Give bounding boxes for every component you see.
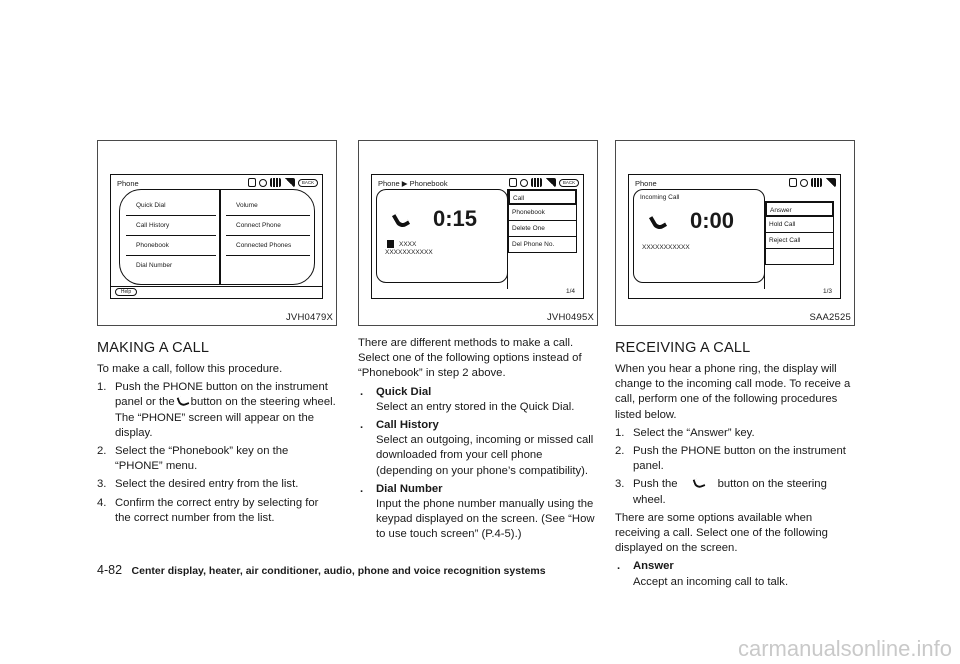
battery-icon xyxy=(811,178,822,187)
status-icons xyxy=(789,177,836,188)
intro-text: There are different methods to make a call. Select one of the following options instead of “Phonebook” in step 2 above. xyxy=(358,337,582,380)
screen-title: Phone xyxy=(117,179,139,188)
bluetooth-icon xyxy=(789,178,797,187)
step-item: 3. Push the button on the steering wheel. xyxy=(615,478,827,506)
call-status: Incoming Call xyxy=(640,194,680,201)
option-item: . Quick Dial Select an entry stored in the Quick Dial. xyxy=(360,385,575,413)
clock-icon xyxy=(259,179,267,187)
screen-title: Phone ▶ Phonebook xyxy=(378,179,448,188)
battery-icon xyxy=(270,178,281,187)
menu-item-quick-dial: Quick Dial xyxy=(126,196,216,216)
menu-item-empty xyxy=(226,256,310,276)
bottom-divider xyxy=(111,286,322,287)
clock-icon xyxy=(800,179,808,187)
section-heading: RECEIVING A CALL xyxy=(615,340,751,356)
menu-item-phonebook: Phonebook xyxy=(126,236,216,256)
outro-text: There are some options available when receiving a call. Select one of the following displayed on the screen. xyxy=(615,511,828,555)
back-button: BACK xyxy=(559,179,579,187)
menu-item-reject-call: Reject Call xyxy=(765,233,834,249)
option-item: . Dial Number Input the phone number manually using the keypad displayed on the screen. (See “How to use touch screen” (P.4-5).) xyxy=(360,482,595,541)
contact-name: XXXX xyxy=(399,241,417,248)
call-info-box xyxy=(633,189,765,283)
signal-icon xyxy=(825,178,836,187)
call-info-box xyxy=(376,189,508,283)
menu-item-answer: Answer xyxy=(765,201,834,217)
step-item: 3. Select the desired entry from the list. xyxy=(97,478,299,491)
section-body xyxy=(358,336,598,543)
screen-title: Phone xyxy=(635,179,657,188)
page-indicator: 1/4 xyxy=(565,288,575,295)
clock-icon xyxy=(520,179,528,187)
contact-number: XXXXXXXXXXX xyxy=(385,249,433,256)
column-middle xyxy=(358,140,598,546)
bluetooth-icon xyxy=(509,178,517,187)
menu-item-phonebook: Phonebook xyxy=(508,205,577,221)
status-icons xyxy=(509,177,579,188)
menu-area xyxy=(119,189,315,285)
menu-item-del-phone-no: Del Phone No. xyxy=(508,237,577,253)
left-menu xyxy=(119,189,221,285)
step-item: 2. Select the “Phonebook” key on the “PHONE” menu. xyxy=(97,445,289,473)
column-left xyxy=(97,140,337,529)
battery-icon xyxy=(531,178,542,187)
step-item: 4. Confirm the correct entry by selecting for the correct number from the list. xyxy=(97,496,319,524)
back-button: BACK xyxy=(298,179,318,187)
phone-screen xyxy=(371,174,584,299)
phone-screen xyxy=(110,174,323,299)
watermark: carmanualsonline.info xyxy=(737,636,952,661)
menu-item-call-history: Call History xyxy=(126,216,216,236)
call-menu xyxy=(764,201,834,289)
figure-incoming-call xyxy=(615,140,855,326)
page-footer xyxy=(97,563,546,577)
steering-phone-icon xyxy=(176,395,189,408)
status-icons xyxy=(248,177,318,188)
bluetooth-icon xyxy=(248,178,256,187)
column-right xyxy=(615,140,855,593)
right-menu xyxy=(219,189,315,285)
figure-code: SAA2525 xyxy=(809,312,851,323)
section-title: Center display, heater, air conditioner, audio, phone and voice recognition systems xyxy=(131,565,546,577)
menu-item-call: Call xyxy=(508,189,577,205)
intro-text: To make a call, follow this procedure. xyxy=(97,363,283,375)
menu-item-volume: Volume xyxy=(226,196,310,216)
section-body xyxy=(615,362,855,590)
call-timer: 0:15 xyxy=(433,206,478,231)
call-menu xyxy=(507,189,577,289)
intro-text: When you hear a phone ring, the display will change to the incoming call mode. To receive a call, perform one of the following procedures listed below. xyxy=(615,363,851,421)
menu-item-connect-phone: Connect Phone xyxy=(226,216,310,236)
steering-phone-icon xyxy=(692,477,705,490)
page-number: 4-82 xyxy=(97,563,123,577)
section-body xyxy=(97,362,337,526)
menu-item-empty xyxy=(765,249,834,265)
menu-item-dial-number: Dial Number xyxy=(136,262,173,269)
figure-code: JVH0495X xyxy=(546,312,594,323)
menu-item-delete-one: Delete One xyxy=(508,221,577,237)
menu-item-connected-phones: Connected Phones xyxy=(226,236,310,256)
page-indicator: 1/3 xyxy=(822,288,832,295)
contact-number: XXXXXXXXXXX xyxy=(642,244,690,251)
help-button: Help xyxy=(115,288,137,296)
option-item: . Answer Accept an incoming call to talk. xyxy=(617,560,789,588)
call-timer: 0:00 xyxy=(690,208,735,233)
step-item: 1. Select the “Answer” key. xyxy=(615,426,755,439)
signal-icon xyxy=(545,178,556,187)
signal-icon xyxy=(284,178,295,187)
menu-item-hold-call: Hold Call xyxy=(765,217,834,233)
phone-icon xyxy=(392,210,410,230)
figure-code: JVH0479X xyxy=(285,312,333,323)
step-item: 2. Push the PHONE button on the instrument panel. xyxy=(615,445,846,473)
section-heading: MAKING A CALL xyxy=(97,340,210,356)
phone-screen xyxy=(628,174,841,299)
figure-phone-menu xyxy=(97,140,337,326)
phone-icon xyxy=(649,212,667,232)
step-item: 1. Push the PHONE button on the instrument panel or the button on the steering wheel. The “PHONE” screen will appear on the display. xyxy=(97,381,336,439)
option-item: . Call History Select an outgoing, incoming or missed call downloaded from your cell phone (depending on your phone’s compatibility). xyxy=(360,419,594,477)
figure-phonebook-call xyxy=(358,140,598,326)
contact-icon xyxy=(387,240,394,248)
